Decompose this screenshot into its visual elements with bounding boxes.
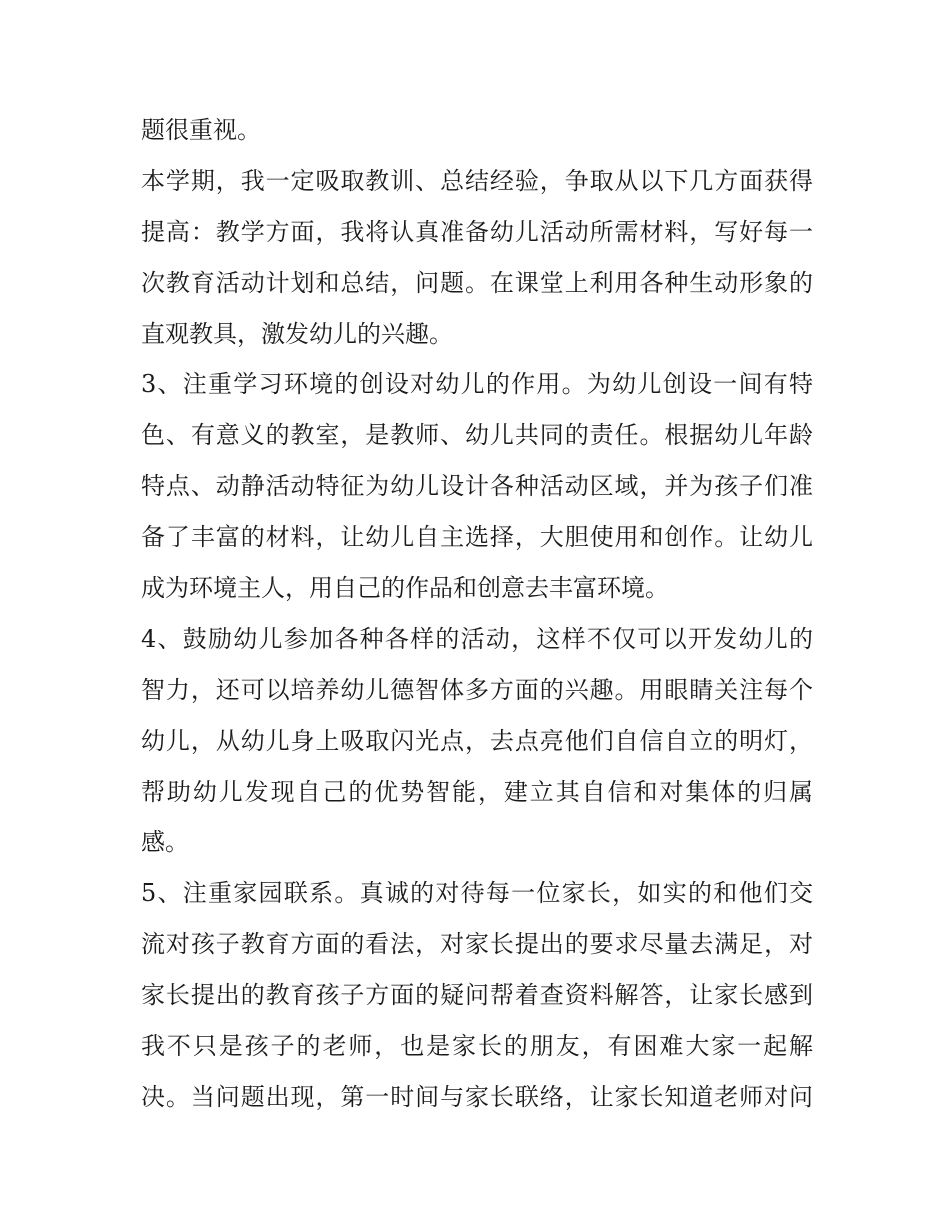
- text-line: 提高：教学方面，我将认真准备幼儿活动所需材料，写好每一: [141, 217, 813, 246]
- text-line: 成为环境主人，用自己的作品和创意去丰富环境。: [141, 574, 669, 603]
- text-line: 备了丰富的材料，让幼儿自主选择，大胆使用和创作。让幼儿: [141, 523, 813, 552]
- text-line: 特点、动静活动特征为幼儿设计各种活动区域，并为孩子们准: [141, 472, 813, 501]
- text-line: 流对孩子教育方面的看法，对家长提出的要求尽量去满足，对: [141, 930, 813, 959]
- text-line: 次教育活动计划和总结，问题。在课堂上利用各种生动形象的: [141, 268, 813, 297]
- text-line: 直观教具，激发幼儿的兴趣。: [141, 319, 453, 348]
- text-line: 色、有意义的教室，是教师、幼儿共同的责任。根据幼儿年龄: [141, 421, 813, 450]
- text-line: 智力，还可以培养幼儿德智体多方面的兴趣。用眼睛关注每个: [141, 675, 813, 704]
- body-text: [141, 105, 813, 1123]
- text-line: 本学期，我一定吸取教训、总结经验，争取从以下几方面获得: [141, 166, 813, 195]
- text-line: 5、注重家园联系。真诚的对待每一位家长，如实的和他们交: [141, 879, 813, 908]
- text-line: 幼儿，从幼儿身上吸取闪光点，去点亮他们自信自立的明灯，: [141, 726, 813, 755]
- text-line: 家长提出的教育孩子方面的疑问帮着查资料解答，让家长感到: [141, 981, 813, 1010]
- text-line: 感。: [141, 828, 189, 857]
- text-line: 我不只是孩子的老师，也是家长的朋友，有困难大家一起解: [141, 1032, 813, 1061]
- text-line: 题很重视。: [141, 116, 261, 144]
- text-line: 4、鼓励幼儿参加各种各样的活动，这样不仅可以开发幼儿的: [141, 624, 813, 653]
- text-line: 帮助幼儿发现自己的优势智能，建立其自信和对集体的归属: [141, 777, 813, 806]
- text-line: 3、注重学习环境的创设对幼儿的作用。为幼儿创设一间有特: [141, 370, 813, 399]
- text-line: 决。当问题出现，第一时间与家长联络，让家长知道老师对问: [141, 1082, 813, 1111]
